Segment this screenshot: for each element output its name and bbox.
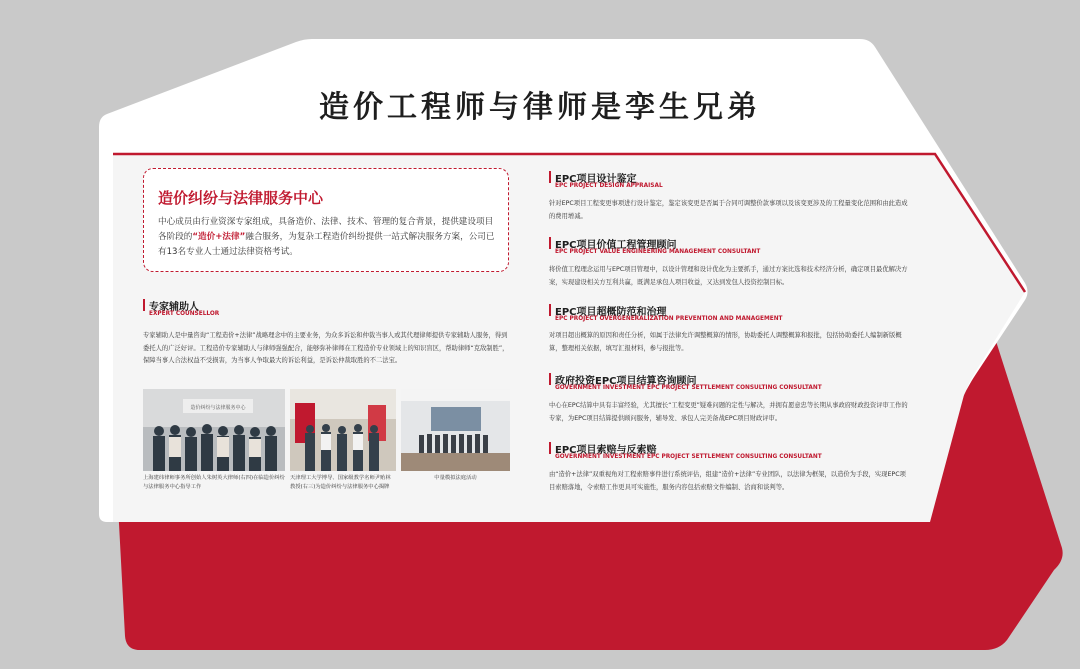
- service-5-title: EPC项目索赔与反索赔: [555, 445, 657, 456]
- center-text-b: 融合服务，为复杂工程造价纠纷提供一站式解决服务方案，公司已有13名专业人士通过法律资格考试。: [158, 232, 495, 257]
- center-text-a: 中心成员由行业资深专家组成，具备造价、法律、技术、管理的复合背景，提供建设项目各阶段的: [158, 217, 494, 242]
- expert-heading-en: EXPERT COUNSELLOR: [149, 311, 220, 317]
- photo-2: [290, 389, 396, 471]
- service-2-title: EPC项目价值工程管理顾问: [555, 240, 677, 251]
- expert-text: 专家辅助人是中量咨询“工程造价+法律”战略理念中的主要业务，为众多诉讼和仲裁当事人或其代理律师提供专家辅助人服务，得到委托人的广泛好评。工程造价专家辅助人与律师强强配合，能够弥补律师在工程造价专业领域上的知识盲区，帮助律师“克敌制胜”，保障当事人合法权益不受损害，为当事人争取最大的诉讼利益，是诉讼仲裁取胜的不二法宝。: [143, 332, 509, 364]
- service-4-title-en: GOVERNMENT INVESTMENT EPC PROJECT SETTLEMENT CONSULTING CONSULTANT: [555, 385, 822, 391]
- center-highlight: “造价+法律”: [192, 232, 246, 242]
- service-3-title: EPC项目超概防范和治理: [555, 307, 667, 318]
- service-4-text: 中心在EPC结算中具有丰富经验，尤其擅长“工程变更”疑难问题的定性与解决，并拥有愿意忠等长期从事政府财政投资评审工作的专家，为EPC项目结算提供顾问服务，辅导发、承包人完美备战EPC项目财政评审。: [549, 402, 908, 422]
- photo-2-image: [290, 389, 396, 471]
- heading-bar: [549, 304, 551, 316]
- expert-heading-cn: 专家辅助人: [149, 302, 199, 313]
- service-1-title-en: EPC PROJECT DESIGN APPRAISAL: [555, 183, 663, 189]
- service-2-title-en: EPC PROJECT VALUE ENGINEERING MANAGEMENT CONSULTANT: [555, 249, 761, 255]
- center-title: 造价纠纷与法律服务中心: [158, 189, 324, 207]
- photo-2-caption: 天津理工大学博导、国家级教学名师尹贻林教授(右三)为造价纠纷与法律服务中心揭牌: [290, 475, 391, 490]
- heading-bar: [143, 299, 145, 311]
- service-2-text: 将价值工程理念运用与EPC项目管理中，以设计管理和设计优化为主要抓手，通过方案比选和技术经济分析，确定项目最优解决方案，实现建设相关方互利共赢，既满足承包人项目收益，又达到发包人投资控制目标。: [549, 266, 908, 286]
- heading-bar: [549, 442, 551, 454]
- photo-wall-text: 造价纠纷与法律服务中心: [190, 405, 246, 411]
- heading-bar: [549, 373, 551, 385]
- service-1-title: EPC项目设计鉴定: [555, 174, 637, 185]
- service-1-text: 针对EPC项目工程变更事项进行设计鉴定，鉴定该变更是否属于合同可调整价款事项以及该变更涉及的工程量变化范围和由此造成的费用增减。: [549, 200, 908, 220]
- photo-1-caption: 上海建纬律师事务所创始人朱树英大律师(右四)在临造价纠纷与法律服务中心指导工作: [143, 475, 285, 490]
- center-intro-box: [143, 168, 509, 272]
- page-title: 造价工程师与律师是孪生兄弟: [319, 90, 761, 125]
- photo-1: [143, 389, 285, 471]
- photo-3: [401, 389, 510, 471]
- photo-3-image: [401, 389, 510, 471]
- center-description: [158, 215, 500, 260]
- service-5-text: 由“造价+法律”双重视角对工程索赔事件进行系统评估，组建“造价+法律”专业团队，以法律为框架，以造价为手段，实现EPC项目索赔落地，令索赔工作更具可实施性，服务内容包括索赔文件编制、洽商和谈判等。: [549, 471, 906, 491]
- photo-3-caption: 中量模拟法庭活动: [434, 475, 477, 481]
- service-4-title: 政府投资EPC项目结算咨询顾问: [555, 376, 697, 387]
- service-5-title-en: GOVERNMENT INVESTMENT EPC PROJECT SETTLEMENT CONSULTING CONSULTANT: [555, 454, 822, 460]
- service-3-text: 对项目超出概算的原因和责任分析，如属于法律允许调整概算的情形，协助委托人调整概算和报批，包括协助委托人编制新版概算，整理相关依据，填写汇报材料，参与报批等。: [549, 332, 902, 352]
- service-3-title-en: EPC PROJECT OVERGENERALIZATION PREVENTION AND MANAGEMENT: [555, 316, 783, 322]
- heading-bar: [549, 171, 551, 183]
- heading-bar: [549, 237, 551, 249]
- photo-1-image: [143, 389, 285, 471]
